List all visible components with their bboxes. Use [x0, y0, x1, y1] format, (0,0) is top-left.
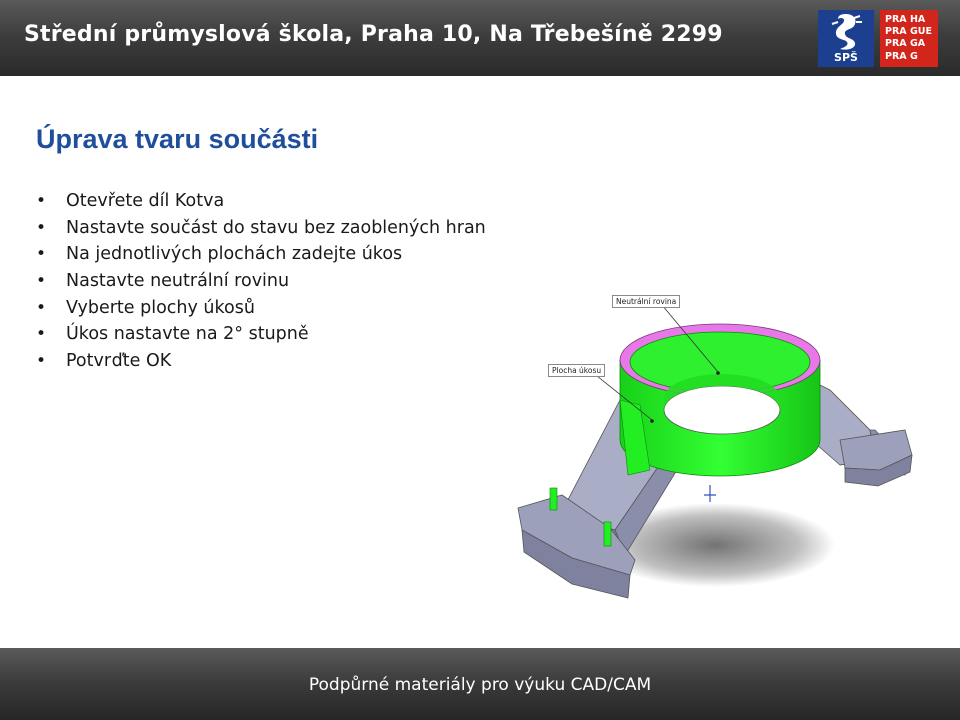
callout-draft-face: Plocha úkosu [548, 364, 605, 377]
sps-logo [818, 10, 874, 67]
header-bar [0, 0, 960, 76]
bullet-item: • Úkos nastavte na 2° stupně [36, 321, 486, 348]
bullet-item: • Nastavte neutrální rovinu [36, 268, 486, 295]
anchor-part-model [500, 290, 930, 610]
footer-bar [0, 648, 960, 720]
praha-logo-text: PRA HA PRA GUE PRA GA PRA G [885, 14, 932, 62]
bullet-item: • Otevřete díl Kotva [36, 188, 486, 215]
cad-model-figure [500, 290, 930, 610]
bullet-list [36, 188, 486, 375]
praha-logo [880, 10, 938, 67]
footer-text: Podpůrné materiály pro výuku CAD/CAM [308, 675, 652, 695]
sps-logo-text: SPŠ [834, 51, 858, 64]
axis-marker [704, 485, 716, 502]
center-hole [664, 386, 780, 434]
slide-title: Úprava tvaru součásti [36, 124, 319, 154]
bullet-item: • Vyberte plochy úkosů [36, 295, 486, 322]
dragon-icon [818, 10, 874, 54]
bullet-item: • Nastavte součást do stavu bez zaoblených hran [36, 215, 486, 242]
bullet-item: • Potvrďte OK [36, 348, 486, 375]
callout-neutral-plane: Neutrální rovina [612, 295, 680, 308]
school-name: Střední průmyslová škola, Praha 10, Na Třebešíně 2299 [24, 22, 723, 47]
bullet-item: • Na jednotlivých plochách zadejte úkos [36, 241, 486, 268]
